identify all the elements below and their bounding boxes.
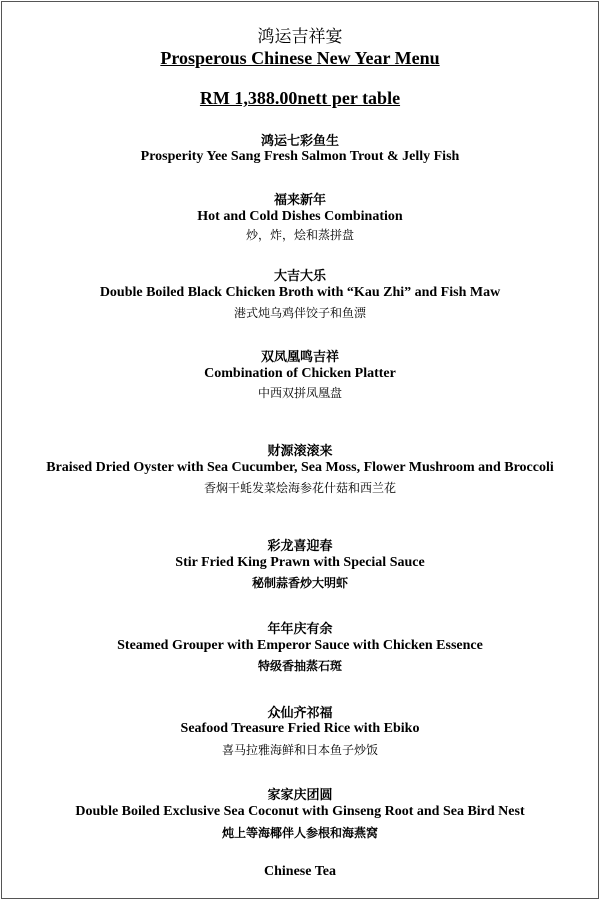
course-chinese-name: 双凤凰鸣吉祥 bbox=[260, 350, 339, 365]
course-chinese-description: 香焖干蚝发菜烩海参花什菇和西兰花 bbox=[203, 481, 396, 495]
course-chinese-description: 特级香抽蒸石斑 bbox=[257, 659, 342, 673]
menu-title-chinese: 鸿运吉祥宴 bbox=[257, 27, 343, 47]
course-chinese-name: 大吉大乐 bbox=[273, 269, 326, 284]
course-english-name: Prosperity Yee Sang Fresh Salmon Trout & Jelly Fish bbox=[140, 149, 460, 164]
course-english-name: Steamed Grouper with Emperor Sauce with Chicken Essence bbox=[117, 638, 483, 653]
course-chinese-description: 炒，炸，烩和蒸拼盘 bbox=[245, 228, 354, 242]
course-english-name: Combination of Chicken Platter bbox=[204, 366, 396, 381]
course-chinese-name: 鸿运七彩鱼生 bbox=[260, 134, 339, 149]
course-chinese-description: 中西双拼凤凰盘 bbox=[257, 386, 342, 400]
course-english-name: Hot and Cold Dishes Combination bbox=[197, 209, 403, 224]
menu-title-english: Prosperous Chinese New Year Menu bbox=[160, 48, 440, 68]
course-chinese-name: 彩龙喜迎春 bbox=[267, 539, 333, 554]
course-chinese-name: 众仙齐祁福 bbox=[267, 706, 333, 721]
course-chinese-name: 财源滚滚来 bbox=[267, 444, 333, 459]
closing-beverage: Chinese Tea bbox=[264, 864, 336, 879]
course-chinese-name: 家家庆团圆 bbox=[267, 788, 333, 803]
course-english-name: Seafood Treasure Fried Rice with Ebiko bbox=[180, 721, 420, 736]
menu-price: RM 1,388.00nett per table bbox=[199, 88, 401, 108]
course-english-name: Braised Dried Oyster with Sea Cucumber, Sea Moss, Flower Mushroom and Broccoli bbox=[46, 460, 554, 475]
course-chinese-description: 炖上等海椰伴人参根和海燕窝 bbox=[221, 826, 378, 840]
course-chinese-description: 港式炖乌鸡伴饺子和鱼漂 bbox=[233, 306, 366, 320]
course-english-name: Double Boiled Black Chicken Broth with “Kau Zhi” and Fish Maw bbox=[99, 285, 501, 300]
course-chinese-name: 年年庆有余 bbox=[267, 622, 333, 637]
course-chinese-description: 喜马拉雅海鲜和日本鱼子炒饭 bbox=[221, 743, 378, 757]
course-chinese-description: 秘制蒜香炒大明虾 bbox=[251, 576, 348, 590]
course-english-name: Stir Fried King Prawn with Special Sauce bbox=[175, 555, 425, 570]
course-english-name: Double Boiled Exclusive Sea Coconut with Ginseng Root and Sea Bird Nest bbox=[75, 804, 525, 819]
course-chinese-name: 福来新年 bbox=[273, 193, 326, 208]
